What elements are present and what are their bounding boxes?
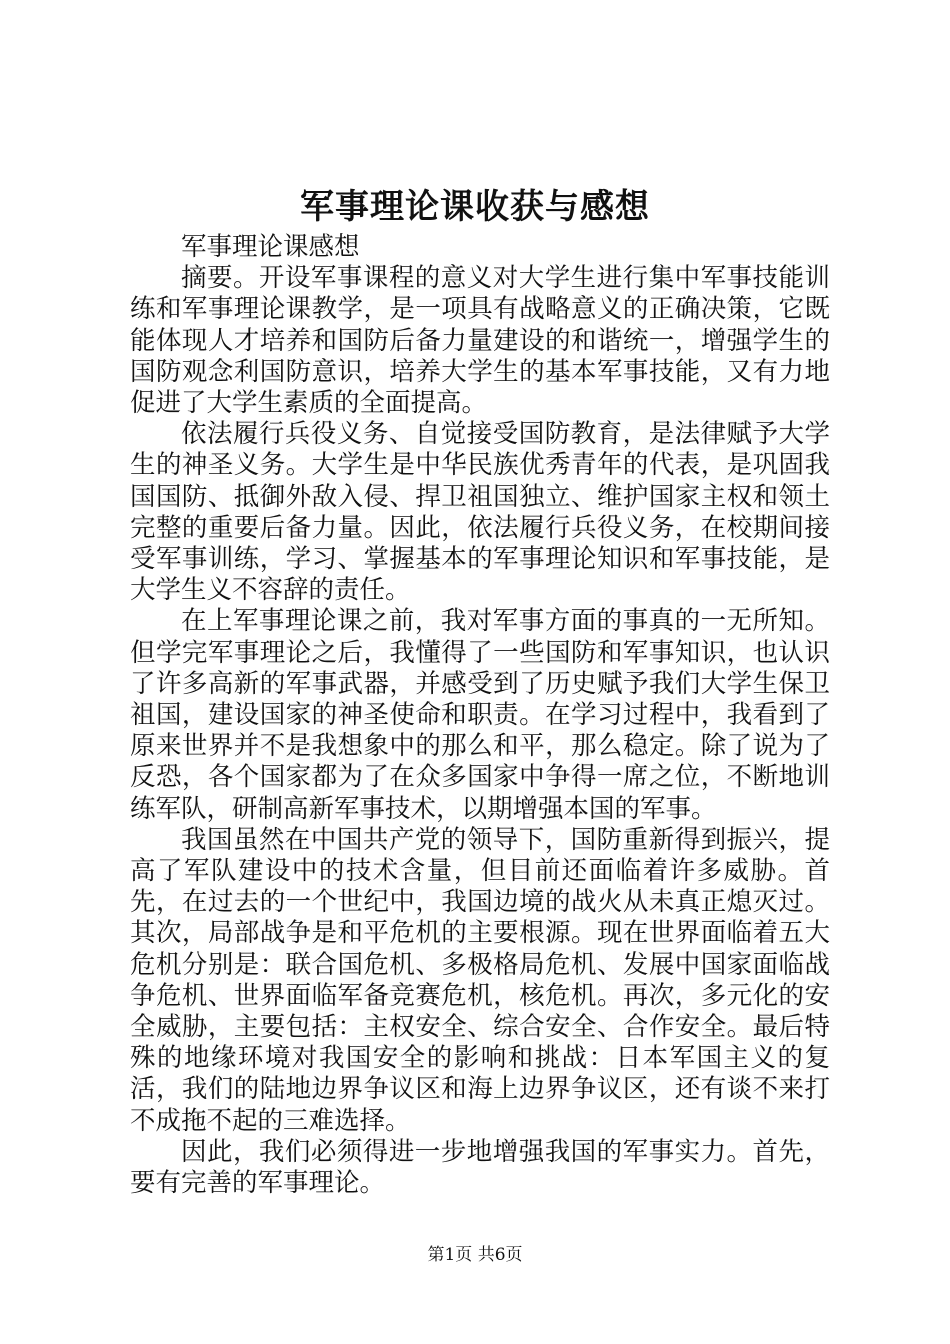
paragraph-abstract: 摘要。开设军事课程的意义对大学生进行集中军事技能训练和军事理论课教学，是一项具有战略意义的正确决策，它既能体现人才培养和国防后备力量建设的和谐统一，增强学生的国防观念利国防意识，培养大学生的基本军事技能，又有力地促进了大学生素质的全面提高。 — [130, 263, 830, 419]
paragraph-subtitle: 军事理论课感想 — [181, 232, 360, 262]
page-number-footer: 第1页 共6页 — [427, 1245, 523, 1265]
paragraph-threats: 我国虽然在中国共产党的领导下，国防重新得到振兴，提高了军队建设中的技术含量，但目前还面临着许多威胁。首先，在过去的一个世纪中，我国边境的战火从未真正熄灭过。其次，局部战争是和平危机的主要根源。现在世界面临着五大危机分别是：联合国危机、多极格局危机、发展中国家面临战争危机、世界面临军备竞赛危机，核危机。再次，多元化的安全威胁，主要包括：主权安全、综合安全、合作安全。最后特殊的地缘环境对我国安全的影响和挑战：日本军国主义的复活，我们的陆地边界争议区和海上边界争议区，还有谈不来打不成拖不起的三难选择。 — [130, 824, 830, 1136]
paragraph-military-duty: 依法履行兵役义务、自觉接受国防教育，是法律赋予大学生的神圣义务。大学生是中华民族优秀青年的代表，是巩固我国国防、抵御外敌入侵、捍卫祖国独立、维护国家主权和领土完整的重要后备力量。因此，依法履行兵役义务，在校期间接受军事训练，学习、掌握基本的军事理论知识和军事技能，是大学生义不容辞的责任。 — [130, 419, 830, 606]
paragraph-course-reflection: 在上军事理论课之前，我对军事方面的事真的一无所知。但学完军事理论之后，我懂得了一些国防和军事知识，也认识了许多高新的军事武器，并感受到了历史赋予我们大学生保卫祖国，建设国家的神圣使命和职责。在学习过程中，我看到了原来世界并不是我想象中的那么和平，那么稳定。除了说为了反恐，各个国家都为了在众多国家中争得一席之位，不断地训练军队，研制高新军事技术，以期增强本国的军事。 — [130, 606, 830, 824]
paragraph-conclusion: 因此，我们必须得进一步地增强我国的军事实力。首先，要有完善的军事理论。 — [130, 1136, 830, 1199]
document-body — [130, 232, 830, 1199]
document-title: 军事理论课收获与感想 — [300, 187, 650, 227]
